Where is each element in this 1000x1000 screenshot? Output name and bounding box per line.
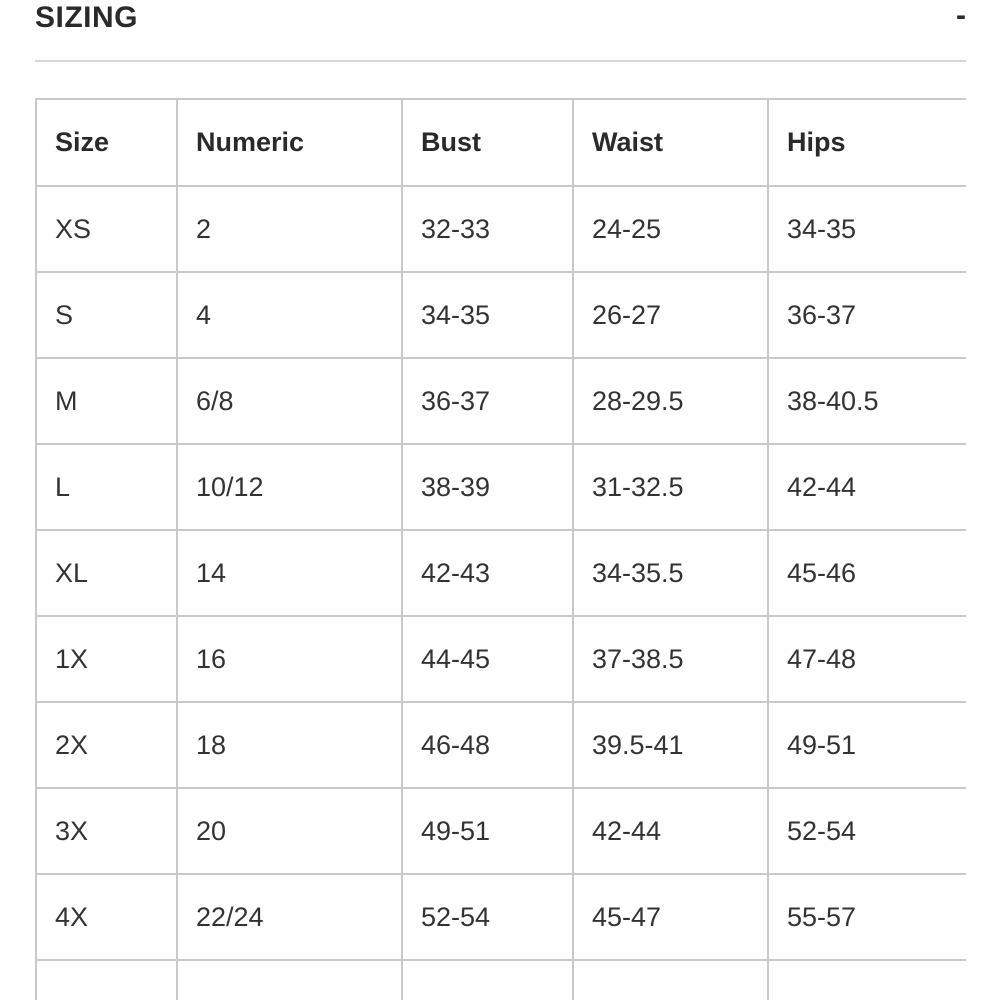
cell-bust: 42-43 [402, 530, 573, 616]
cell-size: XS [36, 186, 177, 272]
header-waist: Waist [573, 99, 768, 186]
table-row-partial [36, 960, 966, 1000]
cell-numeric: 22/24 [177, 874, 402, 960]
cell-hips: 38-40.5 [768, 358, 966, 444]
header-bust: Bust [402, 99, 573, 186]
cell-numeric: 2 [177, 186, 402, 272]
sizing-section-header [35, 0, 966, 62]
cell-waist: 28-29.5 [573, 358, 768, 444]
cell-hips: 34-35 [768, 186, 966, 272]
cell-bust: 32-33 [402, 186, 573, 272]
section-title: SIZING [35, 1, 139, 34]
cell-hips: 47-48 [768, 616, 966, 702]
cell-hips: 52-54 [768, 788, 966, 874]
header-numeric: Numeric [177, 99, 402, 186]
cell-bust: 46-48 [402, 702, 573, 788]
cell-bust: 38-39 [402, 444, 573, 530]
header-size: Size [36, 99, 177, 186]
cell-numeric: 20 [177, 788, 402, 874]
cell-numeric: 16 [177, 616, 402, 702]
cell-numeric: 14 [177, 530, 402, 616]
cell-waist: 42-44 [573, 788, 768, 874]
header-hips: Hips [768, 99, 966, 186]
table-row [36, 788, 966, 874]
cell-size: 1X [36, 616, 177, 702]
table-row [36, 616, 966, 702]
cell-waist: 26-27 [573, 272, 768, 358]
cell-waist: 31-32.5 [573, 444, 768, 530]
table-row [36, 874, 966, 960]
cell-hips: 42-44 [768, 444, 966, 530]
table-row [36, 444, 966, 530]
cell-numeric: 18 [177, 702, 402, 788]
cell-size: M [36, 358, 177, 444]
cell-bust: 36-37 [402, 358, 573, 444]
cell-numeric: 4 [177, 272, 402, 358]
cell-hips: 55-57 [768, 874, 966, 960]
cell-size: XL [36, 530, 177, 616]
cell-hips: 45-46 [768, 530, 966, 616]
cell-waist: 24-25 [573, 186, 768, 272]
collapse-toggle-button[interactable]: - [942, 0, 966, 34]
cell-size: 4X [36, 874, 177, 960]
cell-waist: 45-47 [573, 874, 768, 960]
cell-size: 2X [36, 702, 177, 788]
cell-size: L [36, 444, 177, 530]
size-chart-container [35, 98, 966, 1000]
table-header-row [36, 99, 966, 186]
cell-bust: 49-51 [402, 788, 573, 874]
cell-numeric: 6/8 [177, 358, 402, 444]
cell-hips: 49-51 [768, 702, 966, 788]
cell-bust: 34-35 [402, 272, 573, 358]
cell-waist: 37-38.5 [573, 616, 768, 702]
cell-numeric: 10/12 [177, 444, 402, 530]
size-chart-table [35, 98, 966, 1000]
cell-size: 3X [36, 788, 177, 874]
cell-bust: 52-54 [402, 874, 573, 960]
cell-bust: 44-45 [402, 616, 573, 702]
cell-size: S [36, 272, 177, 358]
table-row [36, 272, 966, 358]
cell-waist: 39.5-41 [573, 702, 768, 788]
table-row [36, 702, 966, 788]
table-row [36, 358, 966, 444]
table-row [36, 186, 966, 272]
cell-hips: 36-37 [768, 272, 966, 358]
table-row [36, 530, 966, 616]
cell-waist: 34-35.5 [573, 530, 768, 616]
